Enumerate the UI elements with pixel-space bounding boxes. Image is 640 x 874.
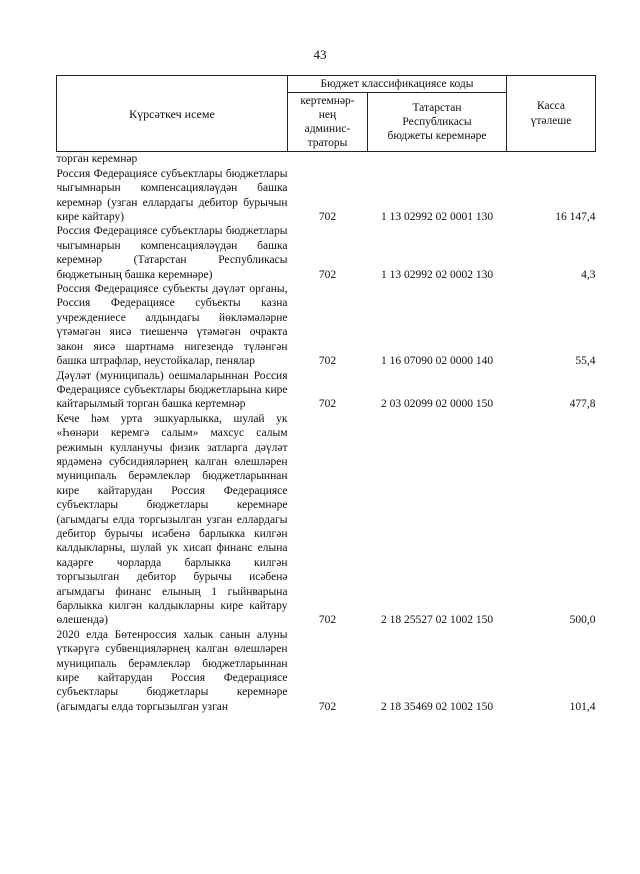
row-cash: 16 147,4 <box>555 211 596 224</box>
row-cash: 4,3 <box>581 268 596 281</box>
continuation-text: торган керемнәр <box>56 153 138 166</box>
table-row <box>57 282 596 368</box>
budget-table <box>56 75 596 714</box>
row-code: 1 13 02992 02 0002 130 <box>380 268 494 281</box>
header-administrator: кертемнәр- нең админис- траторы <box>288 93 368 152</box>
row-code: 2 03 02099 02 0000 150 <box>380 398 494 411</box>
row-administrator: 702 <box>318 355 337 368</box>
page-number: 43 <box>313 47 327 62</box>
header-indicator-name: Күрсәткеч исеме <box>57 76 288 152</box>
table-row <box>57 628 596 714</box>
row-cash: 101,4 <box>569 700 596 713</box>
row-name: Россия Федерациясе субъектлары бюджетлары чыгымнарын компенсацияләүдән башка керемнәр (узган еллардагы дебитор бурычын кире кайтару) <box>56 167 288 224</box>
row-name: Россия Федерациясе субъектлары бюджетлары чыгымнарын компенсацияләүдән башка керемнәр (Татарстан Республикасы бюджетының башка керемнәре) <box>56 225 288 281</box>
row-cash: 500,0 <box>569 614 596 627</box>
row-administrator: 702 <box>318 268 337 281</box>
row-cash: 55,4 <box>575 355 596 368</box>
row-administrator: 702 <box>318 700 337 713</box>
row-administrator: 702 <box>318 398 337 411</box>
row-name: Россия Федерациясе субъекты дәүләт органы, Россия Федерациясе субъекты казна учреждениесе алдындагы йөкләмәләрне үтәмәгән яисә тиешенчә үтәмәгән очракта закон яисә шартнамә нигезендә түләнгән башка штрафлар, неустойкалар, пенялар <box>56 283 288 368</box>
table-header <box>57 76 596 152</box>
row-code: 2 18 25527 02 1002 150 <box>380 614 494 627</box>
table-row <box>57 412 596 628</box>
header-tatarstan-code: Татарстан Республикасы бюджеты керемнәре <box>368 93 507 152</box>
continuation-row <box>57 152 596 167</box>
row-administrator: 702 <box>318 211 337 224</box>
table-row <box>57 167 596 225</box>
row-cash: 477,8 <box>569 398 596 411</box>
row-name: Дәүләт (муниципаль) оешмаларыннан Россия Федерациясе субъектлары бюджетларына кире кайтарылмый торган башка кертемнәр <box>56 369 288 411</box>
row-name: 2020 елда Бөтенроссия халык санын алуны үткәрүгә субвенцияләрнең калган өлешләрен муниципаль берәмлекләр бюджетларыннан кире кайтарудан Россия Федерациясе субъектлары бюджетлары керемнәре (агымдагы елда торгызылган узган <box>56 628 288 713</box>
row-administrator: 702 <box>318 614 337 627</box>
row-code: 2 18 35469 02 1002 150 <box>380 700 494 713</box>
table-row <box>57 224 596 282</box>
header-classification-group: Бюджет классификациясе коды <box>288 76 507 93</box>
row-name: Кече һәм урта эшкуарлыкка, шулай ук «Һөнәри керемгә салым» махсус салым режимын кулланучы физик затларга дәүләт ярдәменә субсидияләрнең калган өлешләрен муниципаль берәмлекләр бюджетларыннан кире кайтарудан Россия Федерациясе субъектлары бюджетлары керемнәре (агымдагы елда торгызылган узган еллардагы дебитор бурычы исәбенә барлыкка килгән калдыкларны, шулай ук хисап финанс елына кадәрге чорларда барлыкка килгән торгызылган дебитор бурычы исәбенә агымдагы финанс елының 1 гыйнварына барлыкка килгән калдыкларны кире кайтару өлешендә) <box>56 412 288 627</box>
row-code: 1 16 07090 02 0000 140 <box>380 355 494 368</box>
row-code: 1 13 02992 02 0001 130 <box>380 211 494 224</box>
table-row <box>57 369 596 412</box>
header-cash-execution: Касса үтәлеше <box>507 76 596 152</box>
